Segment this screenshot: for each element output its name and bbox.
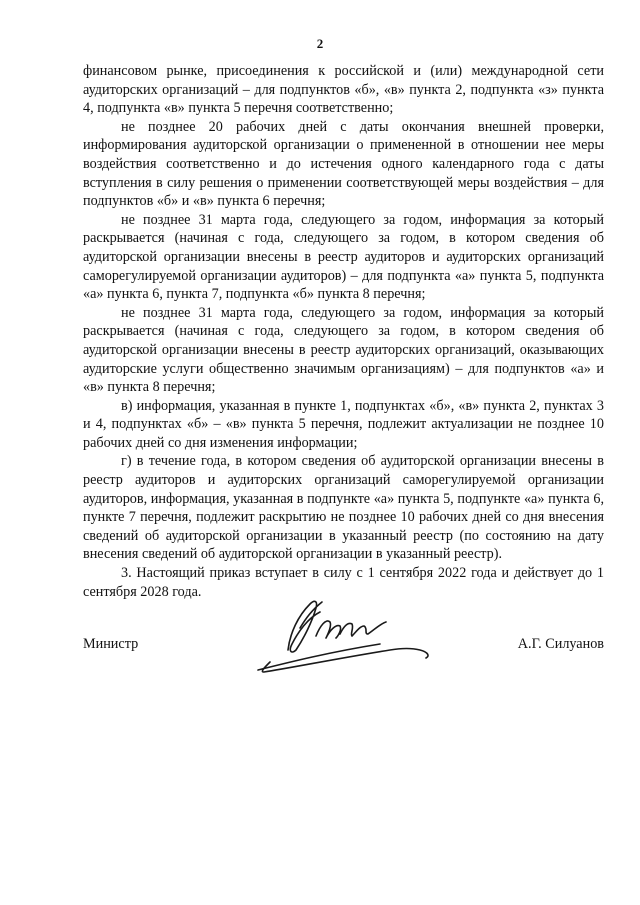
page-number: 2 [316, 36, 324, 51]
document-body [83, 62, 604, 601]
paragraph-clause-g: г) в течение года, в котором сведения об аудиторской организации внесены в реестр аудиторов и аудиторских организаций саморегулируемой организации аудиторов, информация, указанная в подпункте «а» пункта 5, подпункте «а» пункта 6, пункте 7 перечня, подлежит раскрытию не позднее 10 рабочих дней со дня внесения сведений об аудиторской организации в указанный реестр (по состоянию на дату внесения сведений об аудиторской организации в указанный реестр). [83, 453, 604, 563]
paragraph-clause-v: в) информация, указанная в пункте 1, подпунктах «б», «в» пункта 2, пунктах 3 и 4, подпунктах «б» – «в» пункта 5 перечня, подлежит актуализации не позднее 10 рабочих дней со дня изменения информации; [83, 397, 604, 451]
signatory-name: А.Г. Силуанов [517, 636, 604, 652]
paragraph-deadline-march-31-registry: не позднее 31 марта года, следующего за годом, информация за который раскрывается (начиная с года, следующего за годом, в котором сведения об аудиторской организации внесены в реестр аудиторов и аудиторских организаций саморегулируемой организации аудиторов) – для подпункта «а» пункта 5, подпункта «а» пункта 6, пункта 7, подпункта «б» пункта 8 перечня; [83, 211, 604, 303]
signature-block [83, 636, 604, 660]
paragraph-effective-date: 3. Настоящий приказ вступает в силу с 1 сентября 2022 года и действует до 1 сентября 2028 года. [83, 565, 604, 600]
paragraph-continuation: финансовом рынке, присоединения к российской и (или) международной сети аудиторских организаций – для подпунктов «б», «в» пункта 2, подпункта «з» пункта 4, подпункта «в» пункта 5 перечня соответственно; [83, 63, 604, 117]
paragraph-deadline-20-days: не позднее 20 рабочих дней с даты окончания внешней проверки, информирования аудиторской организации о примененной в отношении нее меры воздействия соответственно и до истечения одного календарного года с даты вступления в силу решения о применении соответствующей меры воздействия – для подпунктов «б» и «в» пункта 6 перечня; [83, 118, 604, 210]
handwritten-signature [230, 588, 440, 678]
paragraph-deadline-march-31-public-interest: не позднее 31 марта года, следующего за годом, информация за который раскрывается (начиная с года, следующего за годом, в котором сведения об аудиторской организации внесены в реестр аудиторских организаций, оказывающих аудиторские услуги общественно значимым организациям) – для подпунктов «а» и «в» пункта 8 перечня; [83, 304, 604, 396]
signatory-title: Министр [83, 636, 139, 652]
